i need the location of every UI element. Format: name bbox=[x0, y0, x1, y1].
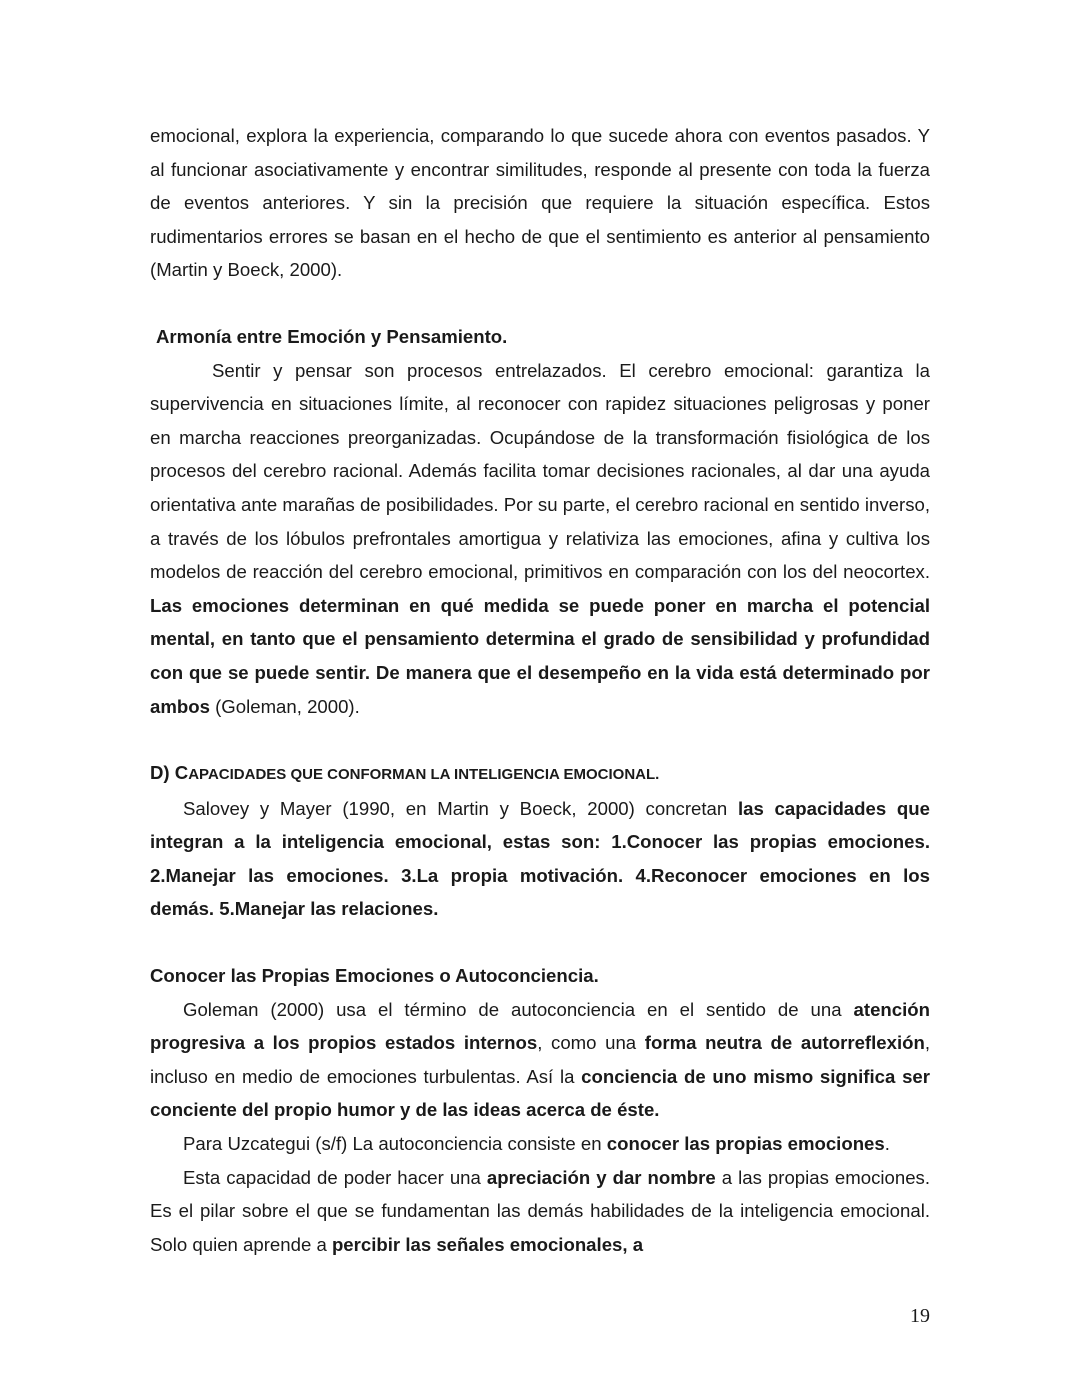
autoconciencia-bold-1: atención progresiva a los propios estados internos bbox=[150, 998, 930, 1054]
autoconciencia-text-1: Goleman (2000) usa el término de autoconciencia en el sentido de una bbox=[183, 998, 854, 1020]
paragraph-capacidades-text: Salovey y Mayer (1990, en Martin y Boeck, 2000) concretan bbox=[183, 797, 738, 819]
uzcategui-text-1: Para Uzcategui (s/f) La autoconciencia consiste en bbox=[183, 1133, 607, 1155]
autoconciencia-text-3: , incluso en medio de emociones turbulentas. Así la bbox=[150, 1032, 931, 1087]
paragraph-uzcategui bbox=[150, 1127, 930, 1161]
page-number: 19 bbox=[910, 1305, 930, 1327]
uzcategui-text-2: . bbox=[884, 1133, 890, 1155]
heading-conocer: Conocer las Propias Emociones o Autoconciencia. bbox=[150, 965, 599, 987]
capacidad-bold-1: apreciación y dar nombre bbox=[486, 1166, 716, 1188]
paragraph-intro: emocional, explora la experiencia, comparando lo que sucede ahora con eventos pasados. Y al funcionar asociativamente y encontrar similitudes, responde al presente con toda la fuerza de eventos anteriores. Y sin la precisión que requiere la situación específica. Estos rudimentarios errores se basan en el hecho de que el sentimiento es anterior al pensamiento (Martin y Boeck, 2000). bbox=[150, 125, 930, 281]
paragraph-armonia-text: Sentir y pensar son procesos entrelazados. El cerebro emocional: garantiza la supervivencia en situaciones límite, al reconocer con rapidez situaciones peligrosas y poner en marcha reacciones preorganizadas. Ocupándose de la transformación fisiológica de los procesos del cerebro racional. Además facilita tomar decisiones racionales, al dar una ayuda orientativa ante marañas de posibilidades. Por su parte, el cerebro racional en sentido inverso, a través de los lóbulos prefrontales amortigua y relativiza las emociones, afina y cultiva los modelos de reacción del cerebro emocional, primitivos en comparación con los del neocortex. bbox=[150, 359, 930, 583]
section-title-rest: APACIDADES QUE CONFORMAN LA INTELIGENCIA EMOCIONAL. bbox=[188, 766, 660, 784]
paragraph-autoconciencia bbox=[150, 993, 930, 1127]
paragraph-capacidad bbox=[150, 1161, 930, 1262]
uzcategui-bold-1: conocer las propias emociones bbox=[606, 1133, 885, 1155]
autoconciencia-bold-3: conciencia de uno mismo significa ser conciente del propio humor y de las ideas acerca de éste. bbox=[150, 1065, 930, 1121]
autoconciencia-bold-2: forma neutra de autorreflexión bbox=[644, 1032, 925, 1054]
paragraph-capacidades-bold: las capacidades que integran a la inteligencia emocional, estas son: 1.Conocer las propias emociones. 2.Manejar las emociones. 3.La propia motivación. 4.Reconocer emociones en los demás. 5.Manejar las relaciones. bbox=[150, 797, 930, 920]
autoconciencia-text-2: , como una bbox=[537, 1032, 645, 1054]
paragraph-armonia-citation: (Goleman, 2000). bbox=[209, 695, 360, 717]
capacidad-bold-2: percibir las señales emocionales, a bbox=[331, 1233, 644, 1255]
heading-armonia: Armonía entre Emoción y Pensamiento. bbox=[156, 325, 508, 347]
paragraph-armonia bbox=[150, 354, 930, 724]
capacidad-text-2: a las propias emociones. Es el pilar sobre el que se fundamentan las demás habilidades de la inteligencia emocional. Solo quien aprende a bbox=[150, 1166, 931, 1255]
document-page bbox=[150, 119, 930, 1261]
capacidad-text-1: Esta capacidad de poder hacer una bbox=[183, 1166, 487, 1188]
section-title-prefix: D) C bbox=[150, 762, 189, 784]
paragraph-capacidades bbox=[150, 792, 930, 926]
section-title-capacidades bbox=[150, 756, 930, 792]
paragraph-armonia-bold: Las emociones determinan en qué medida se puede poner en marcha el potencial mental, en tanto que el pensamiento determina el grado de sensibilidad y profundidad con que se puede sentir. De manera que el desempeño en la vida está determinado por ambos bbox=[150, 594, 930, 717]
